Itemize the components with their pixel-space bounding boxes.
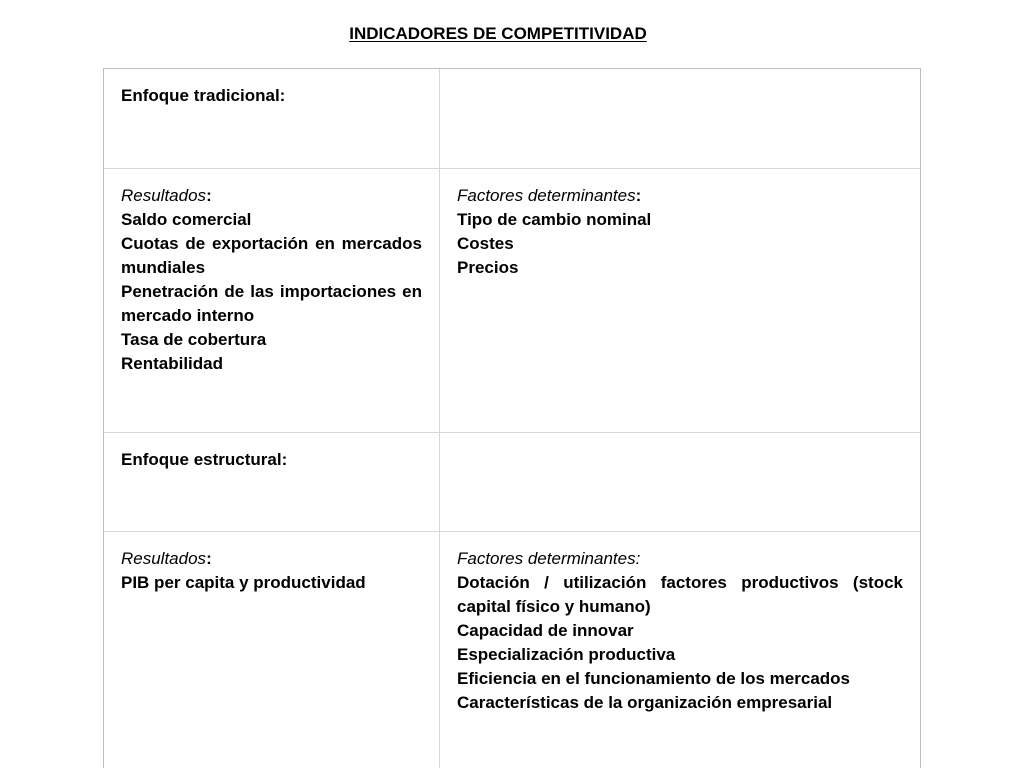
empty-cell [440, 433, 920, 531]
structural-results-cell [104, 532, 440, 768]
page-title: INDICADORES DE COMPETITIVIDAD [349, 24, 647, 43]
factors-heading: Factores determinantes: [457, 186, 642, 205]
list-item: Especialización productiva [457, 645, 676, 664]
list-item: Características de la organización empresarial [457, 693, 833, 712]
list-item: Rentabilidad [121, 354, 224, 373]
list-item: Tipo de cambio nominal [457, 210, 652, 229]
results-heading: Resultados: [121, 186, 212, 205]
structural-approach-header [104, 433, 440, 531]
structural-header-label: Enfoque estructural: [121, 450, 288, 469]
list-item: Dotación / utilización factores productivos (stock capital físico y humano) [457, 573, 903, 616]
list-item: PIB per capita y productividad [121, 573, 366, 592]
table-row-traditional-header [104, 69, 920, 169]
traditional-results-cell [104, 169, 440, 432]
factors-heading: Factores determinantes: [457, 549, 641, 568]
list-item: Saldo comercial [121, 210, 252, 229]
table-row-traditional-content [104, 169, 920, 433]
traditional-approach-header [104, 69, 440, 168]
traditional-header-label: Enfoque tradicional: [121, 86, 286, 105]
structural-factors-cell [440, 532, 920, 768]
list-item: Capacidad de innovar [457, 621, 634, 640]
list-item: Eficiencia en el funcionamiento de los mercados [457, 669, 851, 688]
traditional-factors-cell [440, 169, 920, 432]
table-row-structural-header [104, 433, 920, 532]
list-item: Tasa de cobertura [121, 330, 267, 349]
list-item: Costes [457, 234, 514, 253]
empty-cell [440, 69, 920, 168]
list-item: Penetración de las importaciones en mercado interno [121, 282, 422, 325]
list-item: Cuotas de exportación en mercados mundiales [121, 234, 422, 277]
results-heading: Resultados: [121, 549, 212, 568]
indicators-table [103, 68, 921, 768]
table-row-structural-content [104, 532, 920, 768]
list-item: Precios [457, 258, 519, 277]
